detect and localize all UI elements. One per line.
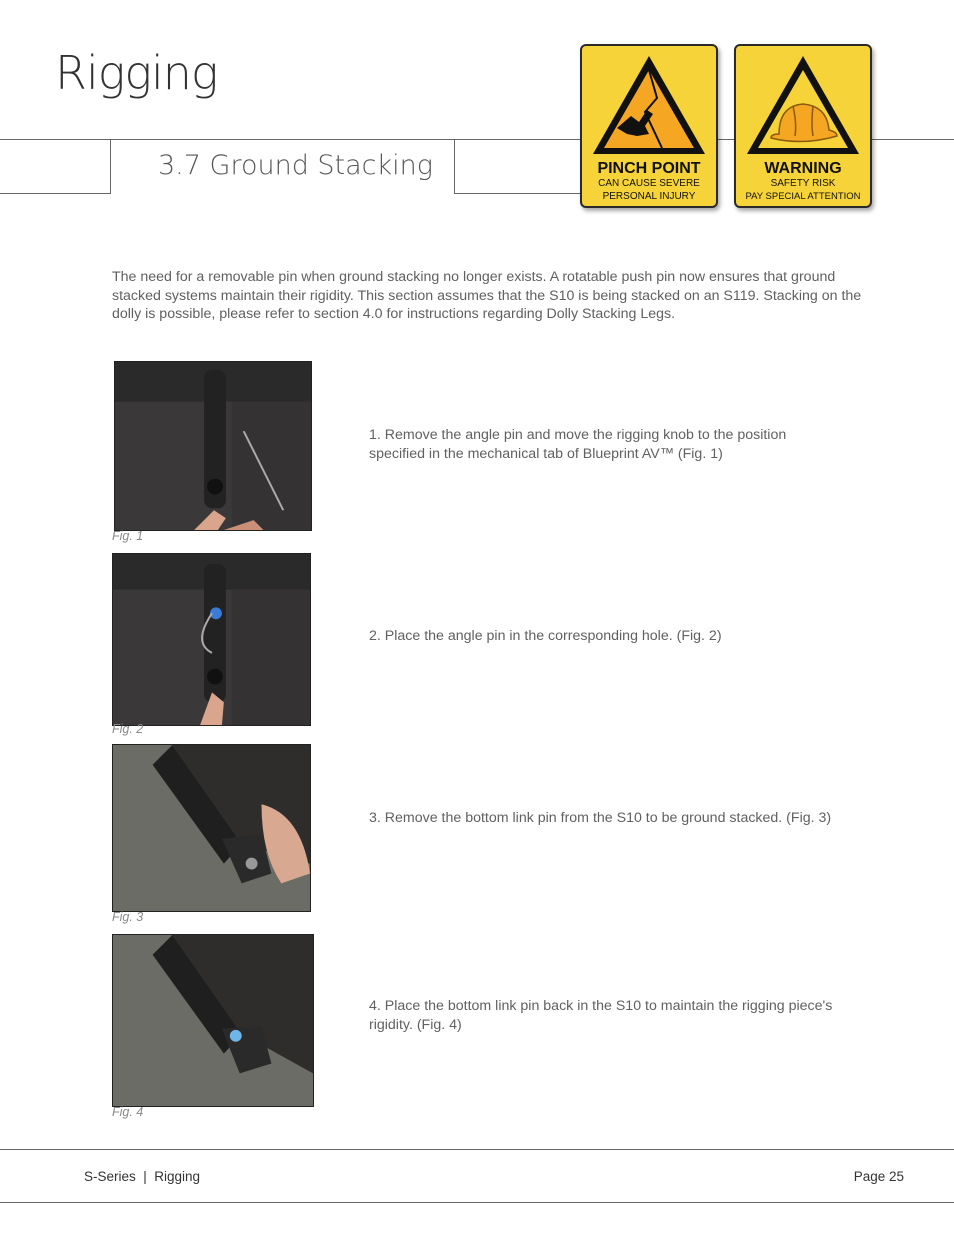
- warning-line2: PAY SPECIAL ATTENTION: [745, 191, 861, 202]
- section-title: 3.7 Ground Stacking: [158, 150, 433, 181]
- step-2-text: 2. Place the angle pin in the corresponding hole. (Fig. 2): [369, 628, 722, 644]
- header-bottom-rule-left: [0, 193, 110, 194]
- step-4-text: 4. Place the bottom link pin back in the S10 to maintain the rigging piece's rigidity. (Fig. 4): [369, 998, 833, 1033]
- figure-4-photo: [112, 934, 314, 1107]
- figure-1-photo: [114, 361, 312, 531]
- pinch-point-line1: CAN CAUSE SEVERE: [598, 178, 700, 189]
- figure-3-photo: [112, 744, 311, 912]
- footer-bottom-rule: [0, 1202, 954, 1203]
- section-box-left-edge: [110, 139, 111, 194]
- pinch-point-line2: PERSONAL INJURY: [602, 191, 696, 202]
- intro-paragraph: The need for a removable pin when ground stacking no longer exists. A rotatable push pin now ensures that ground stacked systems maintain their rigidity. This section assumes that the S10 is being stacked on an S119. Stacking on the dolly is possible, please refer to section 4.0 for instructions regarding Dolly Stacking Legs.: [112, 269, 862, 322]
- warning-sign: [734, 44, 872, 208]
- pinch-point-heading: PINCH POINT: [597, 160, 701, 177]
- warning-heading: WARNING: [764, 160, 842, 177]
- hard-hat-icon: [741, 50, 865, 160]
- pinch-point-icon: [587, 50, 711, 160]
- figure-3-caption: Fig. 3: [112, 910, 144, 924]
- step-3-text: 3. Remove the bottom link pin from the S10 to be ground stacked. (Fig. 3): [369, 810, 832, 826]
- figure-4-caption: Fig. 4: [112, 1105, 144, 1119]
- header-bottom-rule-right: [454, 193, 584, 194]
- warning-line1: SAFETY RISK: [770, 178, 836, 189]
- footer-document-name: S-Series | Rigging: [84, 1169, 201, 1184]
- footer-top-rule: [0, 1149, 954, 1150]
- figure-1-caption: Fig. 1: [112, 529, 144, 543]
- footer-page-number: Page 25: [853, 1169, 904, 1184]
- page-title: Rigging: [55, 46, 218, 100]
- figure-2-caption: Fig. 2: [112, 722, 144, 736]
- section-box-right-edge: [454, 139, 455, 194]
- figure-2-photo: [112, 553, 311, 726]
- pinch-point-sign: [580, 44, 718, 208]
- step-1-text: 1. Remove the angle pin and move the rigging knob to the position specified in the mechanical tab of Blueprint AV™ (Fig. 1): [369, 427, 787, 462]
